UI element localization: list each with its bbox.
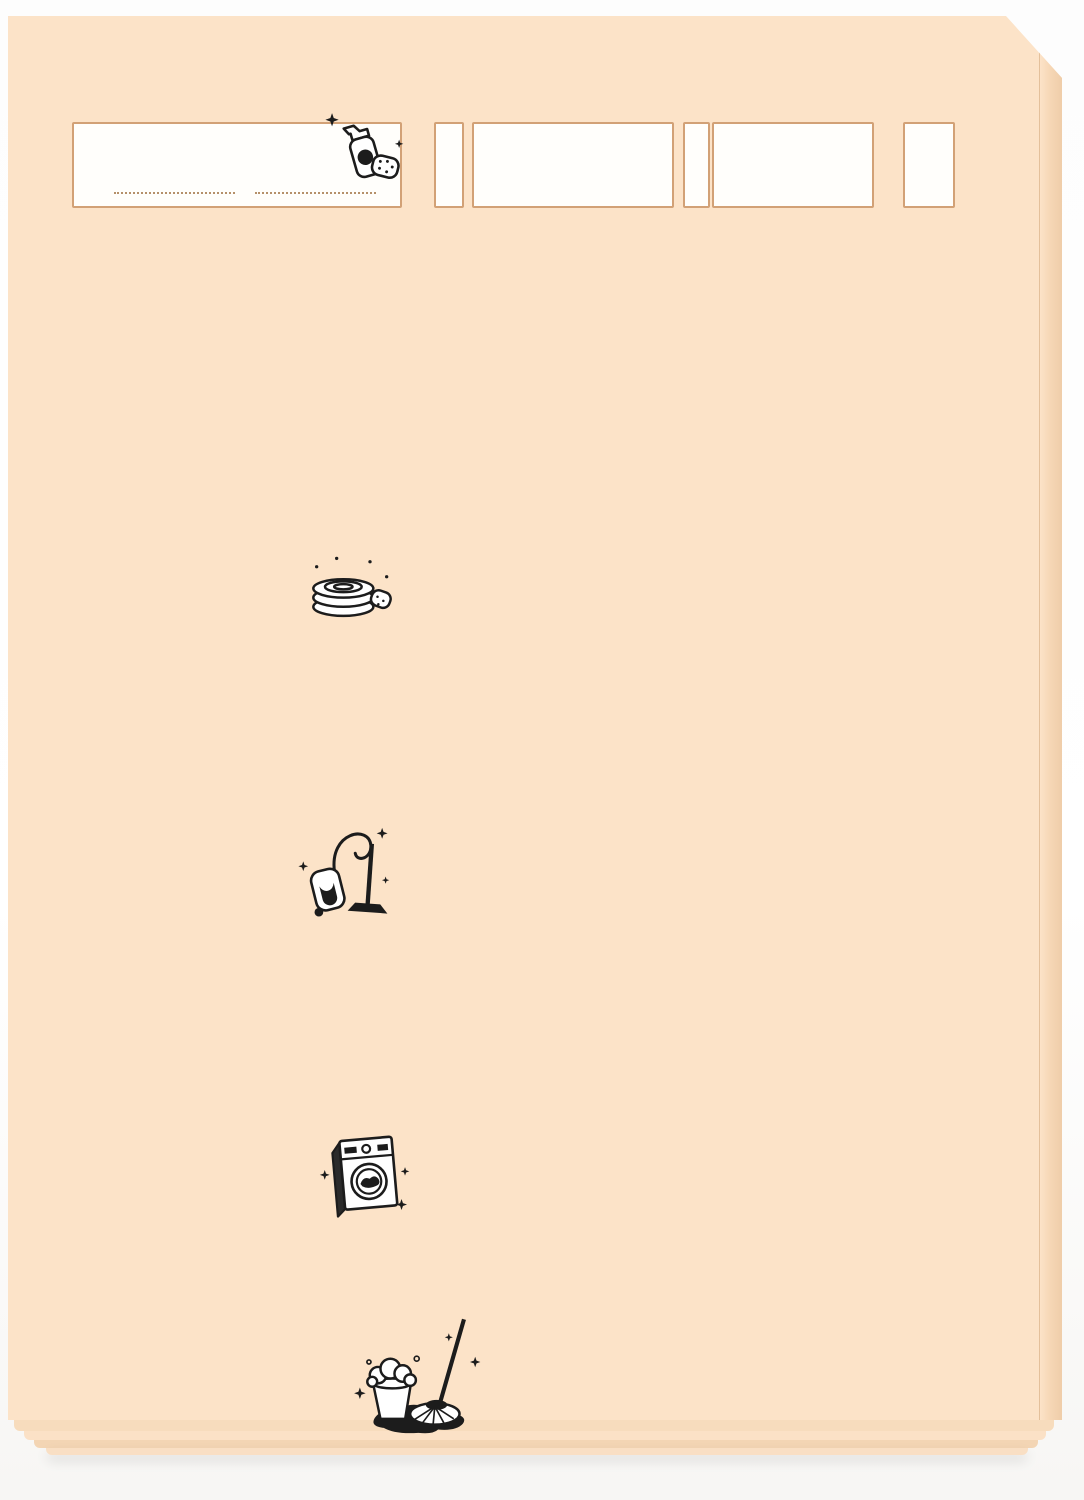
page-stack-sheet xyxy=(24,1431,1046,1440)
wann-options-box xyxy=(712,122,874,208)
wer-header-box xyxy=(434,122,464,208)
page-stack-sheet xyxy=(34,1440,1038,1448)
washing-machine-icon xyxy=(316,1126,412,1222)
mop-bucket-icon xyxy=(350,1310,490,1442)
notepad-page xyxy=(8,16,1062,1420)
vom-date-line[interactable] xyxy=(114,179,235,194)
spray-bottle-icon xyxy=(320,106,406,192)
dishes-icon xyxy=(300,548,400,628)
wer-names-box xyxy=(472,122,674,208)
page-stack-edge xyxy=(1039,16,1062,1420)
page-stack-sheet xyxy=(14,1420,1054,1431)
page-stack-sheet xyxy=(46,1448,1028,1455)
wann-header-box xyxy=(683,122,710,208)
vacuum-cleaner-icon xyxy=(296,816,392,920)
erledigt-header-box xyxy=(903,122,955,208)
